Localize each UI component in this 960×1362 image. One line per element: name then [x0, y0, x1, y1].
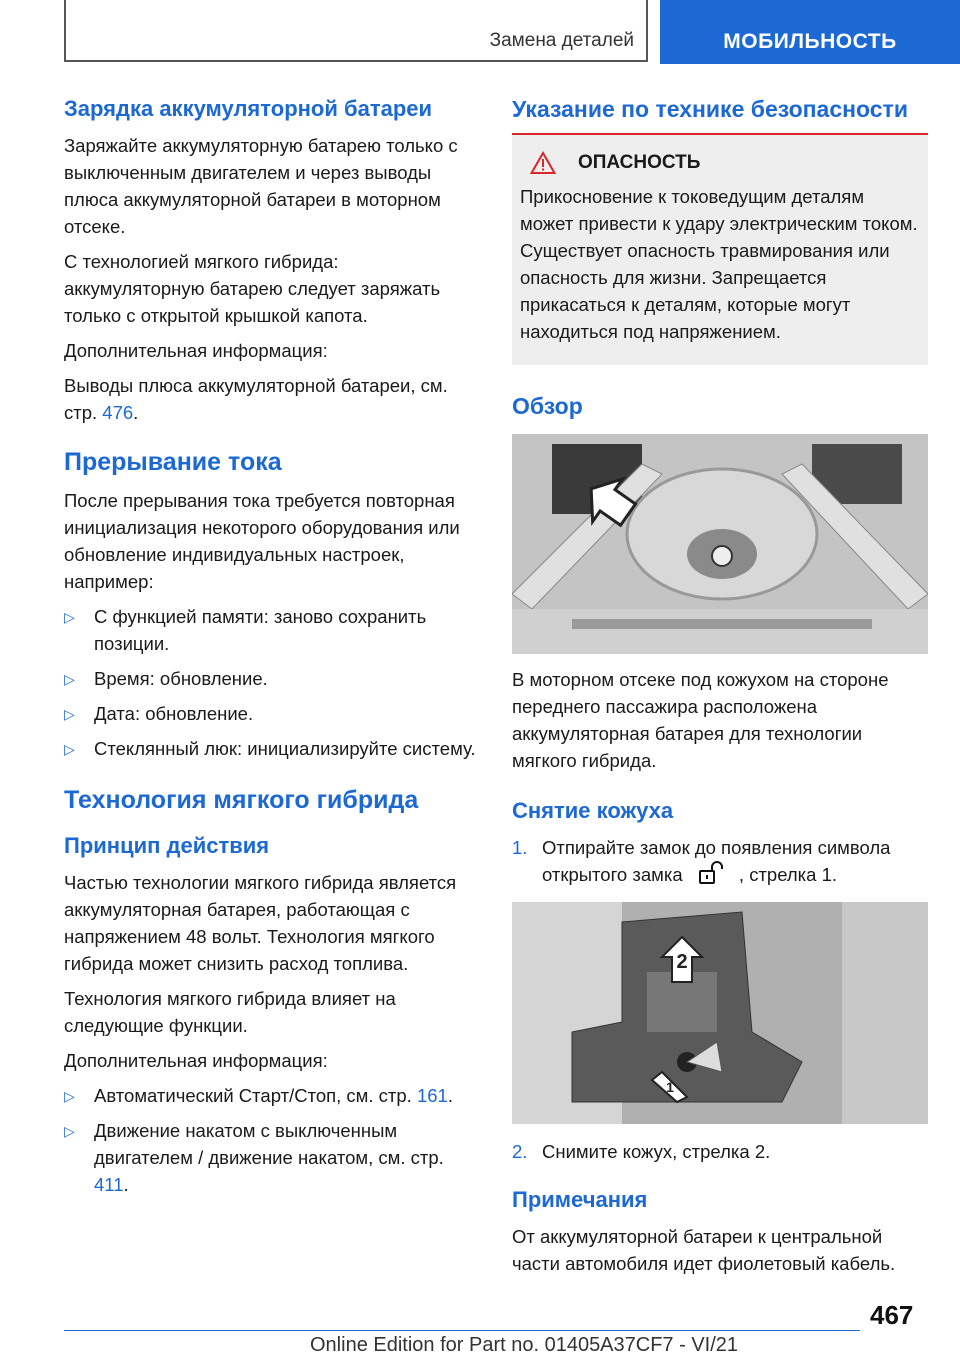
section-tab[interactable]: Замена деталей [64, 0, 648, 62]
paragraph: Дополнительная информация: [64, 340, 328, 361]
left-column [64, 96, 478, 1206]
page-link-476[interactable]: 476 [102, 402, 134, 423]
paragraph-text: Выводы плюса аккумуляторной батареи, см. стр. [64, 375, 448, 423]
bullet-triangle-icon: ▷ [64, 1123, 75, 1139]
bullet-triangle-icon: ▷ [64, 706, 75, 722]
danger-title: ОПАСНОСТЬ [578, 152, 701, 173]
page-link-411[interactable]: 411 [94, 1174, 124, 1195]
bullet-list [64, 603, 478, 762]
svg-text:1: 1 [666, 1079, 674, 1095]
heading-cover-removal: Снятие кожуха [512, 798, 674, 823]
paragraph: В моторном отсеке под кожухом на стороне переднего пассажира расположена аккумуляторная батарея для технологии мягкого гибрида. [512, 669, 889, 771]
heading-notes: Примечания [512, 1187, 648, 1212]
unlocked-padlock-icon [694, 861, 728, 885]
steps-list [512, 834, 928, 888]
right-column [512, 96, 928, 1285]
battery-cover-photo [512, 902, 928, 1124]
danger-box [512, 133, 928, 365]
heading-overview: Обзор [512, 393, 583, 419]
heading-power-interruption: Прерывание тока [64, 448, 282, 476]
paragraph: Технология мягкого гибрида влияет на следующие функции. [64, 988, 396, 1036]
list-item: ▷ Движение накатом с выключенным двигателем / движение накатом, см. стр. 411. [64, 1120, 444, 1195]
danger-header [530, 151, 918, 175]
list-item: ▷ С функцией памяти: заново сохранить позиции. [64, 606, 427, 654]
heading-safety: Указание по технике безопасности [512, 96, 908, 122]
edition-footer: Online Edition for Part no. 01405A37CF7 - VI/21 [310, 1334, 739, 1356]
step-number: 1. [512, 837, 528, 858]
heading-principle: Принцип действия [64, 833, 270, 858]
bullet-triangle-icon: ▷ [64, 1088, 75, 1104]
paragraph-with-link: Выводы плюса аккумуляторной батареи, см. стр. 476. [64, 375, 448, 423]
paragraph: Заряжайте аккумуляторную батарею только с выключенным двигателем и через выводы плюса аккумуляторной батареи в моторном отсеке. [64, 135, 458, 237]
paragraph: От аккумуляторной батареи к центральной части автомобиля идет фиолетовый кабель. [512, 1226, 896, 1274]
heading-mild-hybrid: Технология мягкого гибрида [64, 786, 419, 814]
heading-battery-charging: Зарядка аккумуляторной батареи [64, 96, 433, 121]
paragraph: Частью технологии мягкого гибрида является аккумуляторная батарея, работающая с напряжением 48 вольт. Технология мягкого гибрида может снизить расход топлива. [64, 872, 457, 974]
footer-divider [64, 1330, 860, 1331]
engine-bay-photo [512, 434, 928, 654]
engine-bay-illustration [512, 434, 928, 654]
step-item: 1. Отпирайте замок до появления символа открытого замка , стрелка 1. [512, 834, 928, 888]
danger-text: Прикосновение к токоведущим деталям может привести к удару электрическим током. Существует опасность травмирования или опасность для жизни. Запрещается прикасаться к деталям, которые могут находиться под напряжением. [520, 186, 918, 342]
list-item: ▷ Автоматический Старт/Стоп, см. стр. 161. [64, 1082, 478, 1109]
warning-triangle-icon [530, 151, 556, 175]
list-item: ▷ Стеклянный люк: инициализируйте систему. [64, 735, 478, 762]
chapter-tab[interactable]: МОБИЛЬНОСТЬ [660, 0, 960, 64]
step-item: 2. Снимите кожух, стрелка 2. [512, 1138, 928, 1165]
paragraph: Дополнительная информация: [64, 1050, 328, 1071]
list-item: ▷ Время: обновление. [64, 665, 478, 692]
page-link-161[interactable]: 161 [416, 1085, 448, 1106]
page-header [0, 0, 960, 66]
page-number: 467 [870, 1300, 914, 1330]
paragraph: После прерывания тока требуется повторная инициализация некоторого оборудования или обновление индивидуальных настроек, например: [64, 490, 460, 592]
bullet-triangle-icon: ▷ [64, 609, 75, 625]
step-number: 2. [512, 1141, 528, 1162]
bullet-list [64, 1082, 478, 1198]
svg-text:2: 2 [676, 951, 688, 973]
list-item: ▷ Дата: обновление. [64, 700, 478, 727]
paragraph: С технологией мягкого гибрида: аккумуляторную батарею следует заряжать только с открытой крышкой капота. [64, 251, 441, 326]
battery-cover-illustration [512, 902, 928, 1124]
bullet-triangle-icon: ▷ [64, 671, 75, 687]
bullet-triangle-icon: ▷ [64, 741, 75, 757]
steps-list [512, 1138, 928, 1165]
